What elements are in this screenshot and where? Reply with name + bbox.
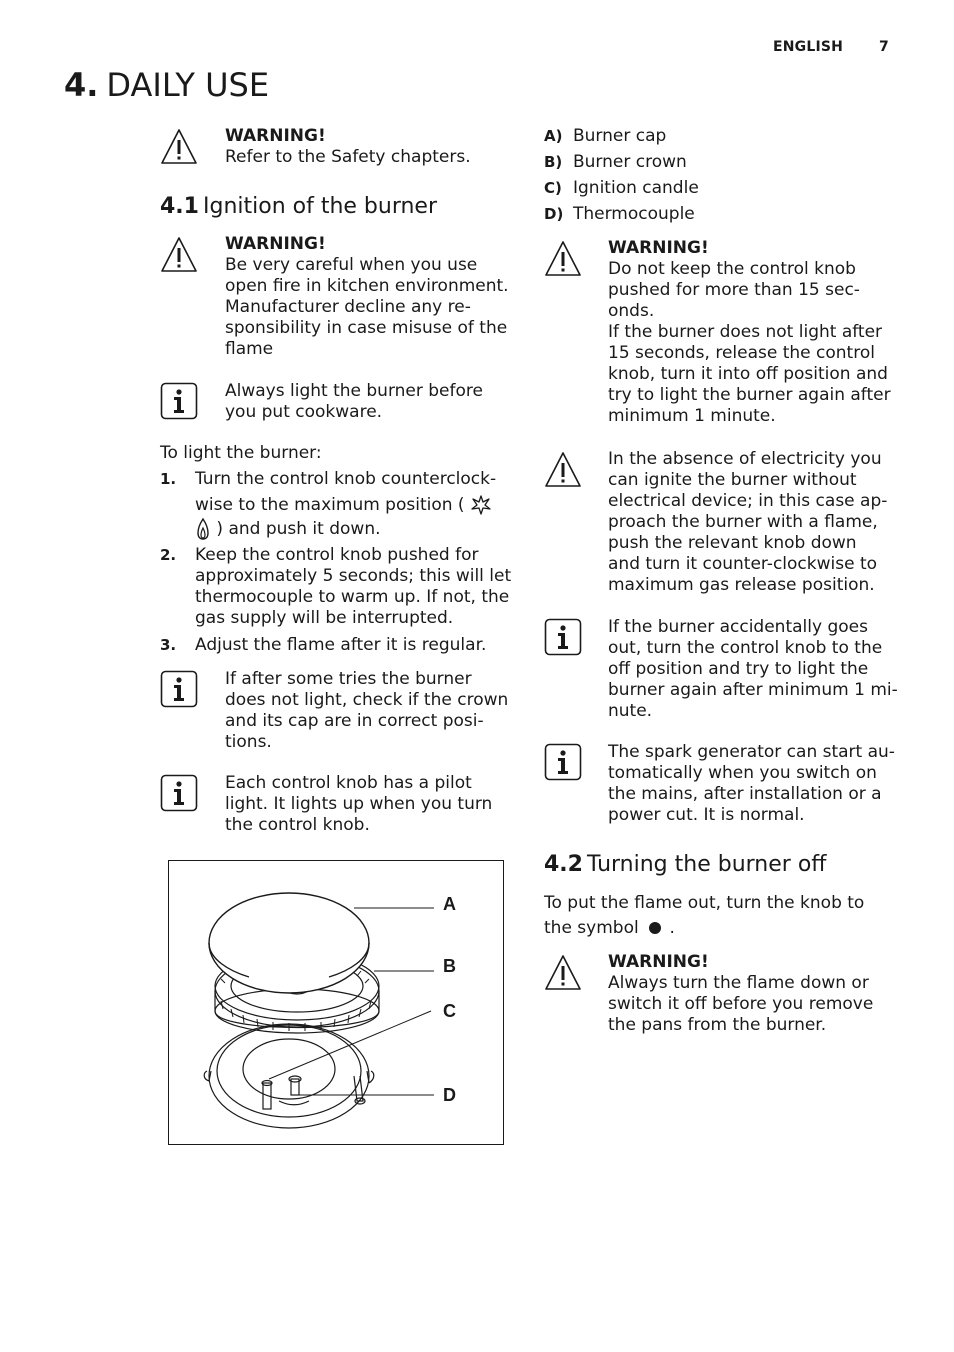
text-line: electrical device; in this case ap-: [608, 491, 888, 511]
intro-text: To light the burner:: [160, 443, 322, 463]
text-line: To put the flame out, turn the knob to: [544, 893, 865, 913]
filled-circle-icon: [644, 920, 664, 936]
text-line: tomatically when you switch on: [608, 763, 877, 783]
text-line: Adjust the flame after it is regular.: [195, 635, 487, 655]
info-icon: [160, 774, 198, 812]
text-line: thermocouple to warm up. If not, the: [195, 587, 510, 607]
text-line: Always light the burner before: [225, 381, 483, 401]
subsection-1-number: 4.1: [160, 194, 199, 219]
text-line: light. It lights up when you turn: [225, 794, 493, 814]
step-3: [195, 635, 525, 656]
warning-heading: WARNING!: [225, 126, 326, 146]
text-line: push the relevant knob down: [608, 533, 857, 553]
info-icon: [544, 618, 582, 656]
text-line: can ignite the burner without: [608, 470, 857, 490]
text-line: Keep the control knob pushed for: [195, 545, 479, 565]
text-line: Do not keep the control knob: [608, 259, 856, 279]
parts-list: [544, 126, 904, 230]
subsection-2-title-text: Turning the burner off: [586, 852, 827, 877]
info-always-light: [225, 381, 525, 423]
info-icon: [544, 743, 582, 781]
warning-triangle-icon: [544, 240, 582, 278]
text-line: try to light the burner again after: [608, 385, 891, 405]
text-line: you put cookware.: [225, 402, 383, 422]
text-line: sponsibility in case misuse of the: [225, 318, 508, 338]
text-line: and turn it counter-clockwise to: [608, 554, 878, 574]
parts-item: B) Burner crown: [544, 152, 687, 172]
text-line: Always turn the flame down or: [608, 973, 869, 993]
figure-label-b: B: [443, 956, 456, 976]
section-number: 4.: [64, 66, 99, 104]
section-title-text: DAILY USE: [106, 66, 270, 104]
info-pilot-light: [225, 773, 525, 836]
warning-heading: WARNING!: [608, 952, 709, 972]
text-line: Manufacturer decline any re-: [225, 297, 471, 317]
section-title: [64, 66, 269, 104]
text-line: power cut. It is normal.: [608, 805, 805, 825]
text-line: maximum gas release position.: [608, 575, 875, 595]
text-line: The spark generator can start au-: [608, 742, 895, 762]
warning-triangle-icon: [160, 128, 198, 166]
text-line: proach the burner with a flame,: [608, 512, 878, 532]
text-line: tions.: [225, 732, 272, 752]
text-line: In the absence of electricity you: [608, 449, 882, 469]
text-line: out, turn the control knob to the: [608, 638, 883, 658]
warning-triangle-icon: [544, 451, 582, 489]
text-line: does not light, check if the crown: [225, 690, 509, 710]
step-number: 1.: [160, 470, 177, 488]
warning-no-electricity: [608, 449, 908, 596]
step-number: 3.: [160, 636, 177, 654]
text-line: nute.: [608, 701, 653, 721]
warning-heading: WARNING!: [608, 238, 709, 258]
parts-item: C) Ignition candle: [544, 178, 699, 198]
warning-remove-pans: [608, 952, 908, 1036]
text-line: the control knob.: [225, 815, 370, 835]
figure-label-d: D: [443, 1085, 456, 1105]
figure-label-c: C: [443, 1001, 456, 1021]
figure-label-a: A: [443, 894, 456, 914]
info-crown-check: [225, 669, 525, 753]
info-icon: [160, 670, 198, 708]
text-line: onds.: [608, 301, 655, 321]
warning-top: [225, 126, 515, 168]
text-line: Each control knob has a pilot: [225, 773, 472, 793]
info-goes-out: [608, 617, 908, 722]
text-line: minimum 1 minute.: [608, 406, 776, 426]
text-line: off position and try to light the: [608, 659, 869, 679]
parts-item: A) Burner cap: [544, 126, 667, 146]
text-line: Be very careful when you use: [225, 255, 478, 275]
text-line: If after some tries the burner: [225, 669, 472, 689]
text-line: If the burner accidentally goes: [608, 617, 868, 637]
info-spark-generator: [608, 742, 908, 826]
text-line: the symbol: [544, 918, 639, 938]
text-line: pushed for more than 15 sec-: [608, 280, 860, 300]
text-line: gas supply will be interrupted.: [195, 608, 454, 628]
text-line: Turn the control knob counterclock-: [195, 469, 497, 489]
text-line: burner again after minimum 1 mi-: [608, 680, 898, 700]
text-line: approximately 5 seconds; this will let: [195, 566, 512, 586]
small-flame-icon: [195, 517, 211, 541]
warning-triangle-icon: [160, 236, 198, 274]
page-language: ENGLISH: [773, 39, 844, 55]
warning-knob-time: [608, 238, 908, 427]
text-line: .: [669, 918, 675, 938]
warning-heading: WARNING!: [225, 234, 326, 254]
subsection-1-title: [160, 194, 437, 219]
subsection-2-title: [544, 852, 826, 877]
turn-off-instructions: [544, 893, 904, 939]
text-line: the mains, after installation or a: [608, 784, 882, 804]
text-line: flame: [225, 339, 274, 359]
warning-triangle-icon: [544, 954, 582, 992]
text-line: ) and push it down.: [216, 519, 381, 539]
text-line: switch it off before you remove: [608, 994, 874, 1014]
step-1: [195, 469, 515, 541]
text-line: the pans from the burner.: [608, 1015, 827, 1035]
text-line: 15 seconds, release the control: [608, 343, 875, 363]
subsection-1-title-text: Ignition of the burner: [202, 194, 438, 219]
text-line: knob, turn it into off position and: [608, 364, 888, 384]
parts-item: D) Thermocouple: [544, 204, 695, 224]
page-number: 7: [879, 39, 889, 55]
text-line: and its cap are in correct posi-: [225, 711, 484, 731]
text-line: If the burner does not light after: [608, 322, 883, 342]
step-2: [195, 545, 525, 629]
subsection-2-number: 4.2: [544, 852, 583, 877]
step-number: 2.: [160, 546, 177, 564]
warning-ignition: [225, 234, 525, 360]
warning-text: Refer to the Safety chapters.: [225, 147, 471, 167]
text-line: open fire in kitchen environment.: [225, 276, 509, 296]
text-line: wise to the maximum position (: [195, 495, 465, 515]
large-flame-icon: [470, 494, 492, 516]
info-icon: [160, 382, 198, 420]
